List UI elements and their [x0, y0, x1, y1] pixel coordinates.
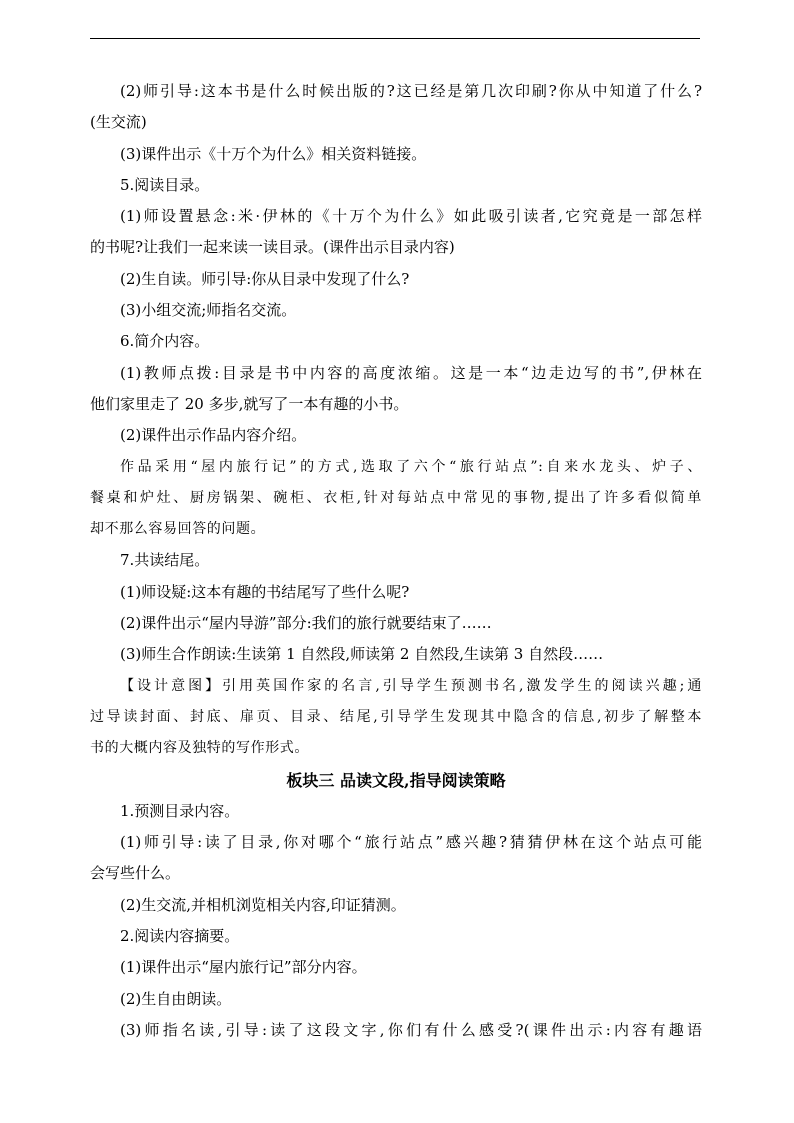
text-line: 1.预测目录内容。	[120, 801, 240, 820]
text-line: 作品采用“屋内旅行记”的方式,选取了六个“旅行站点”:自来水龙头、炉子、	[120, 458, 702, 475]
text-line: 过导读封面、封底、扉页、目录、结尾,引导学生发现其中隐含的信息,初步了解整本	[90, 708, 702, 725]
text-line: (3)师生合作朗读:生读第 1 自然段,师读第 2 自然段,生读第 3 自然段……	[120, 645, 604, 664]
text-line: (1)课件出示“屋内旅行记”部分内容。	[120, 958, 367, 977]
text-line: 2.阅读内容摘要。	[120, 927, 240, 946]
text-line: (2)课件出示“屋内导游”部分:我们的旅行就要结束了……	[120, 614, 492, 633]
text-line: 会写些什么。	[90, 864, 181, 883]
text-line: 7.共读结尾。	[120, 551, 210, 570]
text-line: 餐桌和炉灶、厨房锅架、碗柜、衣柜,针对每站点中常见的事物,提出了许多看似简单	[90, 489, 702, 506]
text-line: 5.阅读目录。	[120, 175, 210, 194]
text-line: (1)师设疑:这本有趣的书结尾写了些什么呢?	[120, 582, 410, 601]
text-line: (3)课件出示《十万个为什么》相关资料链接。	[120, 144, 427, 163]
text-line: 却不那么容易回答的问题。	[90, 521, 266, 538]
text-line: 他们家里走了 20 多步,就写了一本有趣的小书。	[90, 394, 409, 413]
text-line: (2)课件出示作品内容介绍。	[120, 426, 307, 445]
text-line: (生交流)	[90, 113, 147, 132]
header-rule	[90, 38, 700, 39]
text-line: (1)师引导:读了目录,你对哪个“旅行站点”感兴趣?猜猜伊林在这个站点可能	[120, 833, 702, 852]
text-line: (2)师引导:这本书是什么时候出版的?这已经是第几次印刷?你从中知道了什么?	[120, 82, 702, 100]
text-line: 【设计意图】引用英国作家的名言,引导学生预测书名,激发学生的阅读兴趣;通	[120, 677, 702, 694]
section-heading: 板块三 品读文段,指导阅读策略	[286, 770, 506, 790]
text-line: (3)小组交流;师指名交流。	[120, 301, 297, 320]
text-line: (1)师设置悬念:米·伊林的《十万个为什么》如此吸引读者,它究竟是一部怎样	[120, 207, 702, 226]
text-line: (2)生自由朗读。	[120, 989, 232, 1008]
text-line: (3)师指名读,引导:读了这段文字,你们有什么感受?(课件出示:内容有趣语	[120, 1020, 702, 1039]
text-line: 书的大概内容及独特的写作形式。	[90, 740, 309, 757]
text-line: (2)生交流,并相机浏览相关内容,印证猜测。	[120, 895, 406, 914]
document-body	[90, 76, 702, 1046]
text-line: 6.简介内容。	[120, 332, 210, 351]
text-line: (1)教师点拨:目录是书中内容的高度浓缩。这是一本“边走边写的书”,伊林在	[120, 363, 702, 382]
text-line: (2)生自读。师引导:你从目录中发现了什么?	[120, 269, 410, 288]
text-line: 的书呢?让我们一起来读一读目录。(课件出示目录内容)	[90, 238, 455, 257]
